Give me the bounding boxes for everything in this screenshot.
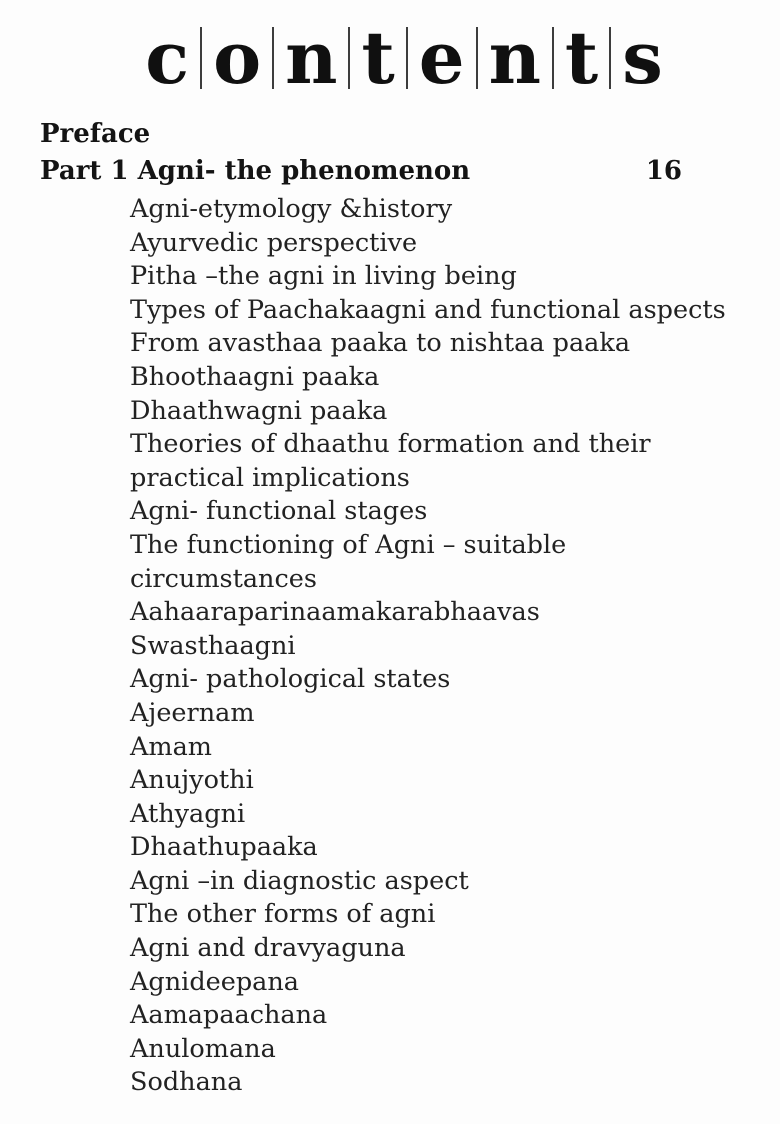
letter-divider bbox=[476, 27, 478, 89]
toc-line: Swasthaagni bbox=[130, 630, 296, 661]
title-letter: n bbox=[488, 15, 541, 100]
part1-title: Part 1 Agni- the phenomenon bbox=[40, 156, 471, 186]
letter-divider bbox=[552, 27, 554, 89]
toc-line: Agni and dravyaguna bbox=[130, 933, 406, 964]
title-letter: s bbox=[622, 15, 663, 100]
toc-line: Agni-etymology &history bbox=[130, 194, 453, 224]
toc-line: Bhoothaagni paaka bbox=[130, 361, 380, 392]
title-letter: e bbox=[418, 15, 465, 100]
title-letter: n bbox=[285, 15, 338, 100]
toc-line: Theories of dhaathu formation and their bbox=[130, 429, 651, 460]
toc-line: From avasthaa paaka to nishtaa paaka bbox=[130, 328, 631, 359]
title-letter: t bbox=[361, 15, 395, 100]
toc-line: The other forms of agni bbox=[130, 899, 436, 930]
toc-line: Agni –in diagnostic aspect bbox=[130, 865, 469, 896]
letter-divider bbox=[348, 27, 350, 89]
toc-line: Agni- pathological states bbox=[130, 664, 451, 695]
preface-heading: Preface bbox=[40, 119, 151, 149]
toc-line: Aamapaachana bbox=[130, 1000, 328, 1031]
letter-divider bbox=[272, 27, 274, 89]
toc-line: The functioning of Agni – suitable bbox=[130, 529, 567, 560]
part1-page-number: 16 bbox=[645, 156, 682, 186]
toc-line: Agni- functional stages bbox=[130, 496, 428, 527]
part1-row bbox=[40, 153, 780, 190]
toc-line: circumstances bbox=[130, 563, 317, 594]
page-title bbox=[0, 16, 780, 100]
toc-line: Anujyothi bbox=[130, 765, 254, 796]
toc-line: Dhaathupaaka bbox=[130, 832, 318, 863]
toc-line: Sodhana bbox=[130, 1067, 243, 1098]
toc-list bbox=[130, 193, 780, 1100]
letter-divider bbox=[609, 27, 611, 89]
title-letter: o bbox=[213, 15, 262, 100]
letter-divider bbox=[406, 27, 408, 89]
toc-line: Anulomana bbox=[130, 1033, 276, 1064]
title-letter: c bbox=[145, 15, 190, 100]
toc-line: Pitha –the agni in living being bbox=[130, 261, 517, 292]
title-letter: t bbox=[564, 15, 599, 100]
toc-line: Aahaaraparinaamakarabhaavas bbox=[130, 597, 540, 628]
toc-line: Dhaathwagni paaka bbox=[130, 395, 388, 426]
toc-line: Ajeernam bbox=[130, 697, 255, 728]
toc-line: Ayurvedic perspective bbox=[130, 227, 418, 258]
front-matter bbox=[40, 116, 780, 190]
toc-line: Athyagni bbox=[130, 798, 246, 829]
toc-line: Types of Paachakaagni and functional aspects bbox=[130, 294, 726, 325]
toc-line: Amam bbox=[130, 731, 212, 762]
letter-divider bbox=[200, 27, 202, 89]
toc-line: practical implications bbox=[130, 462, 410, 493]
toc-line: Agnideepana bbox=[130, 966, 299, 997]
